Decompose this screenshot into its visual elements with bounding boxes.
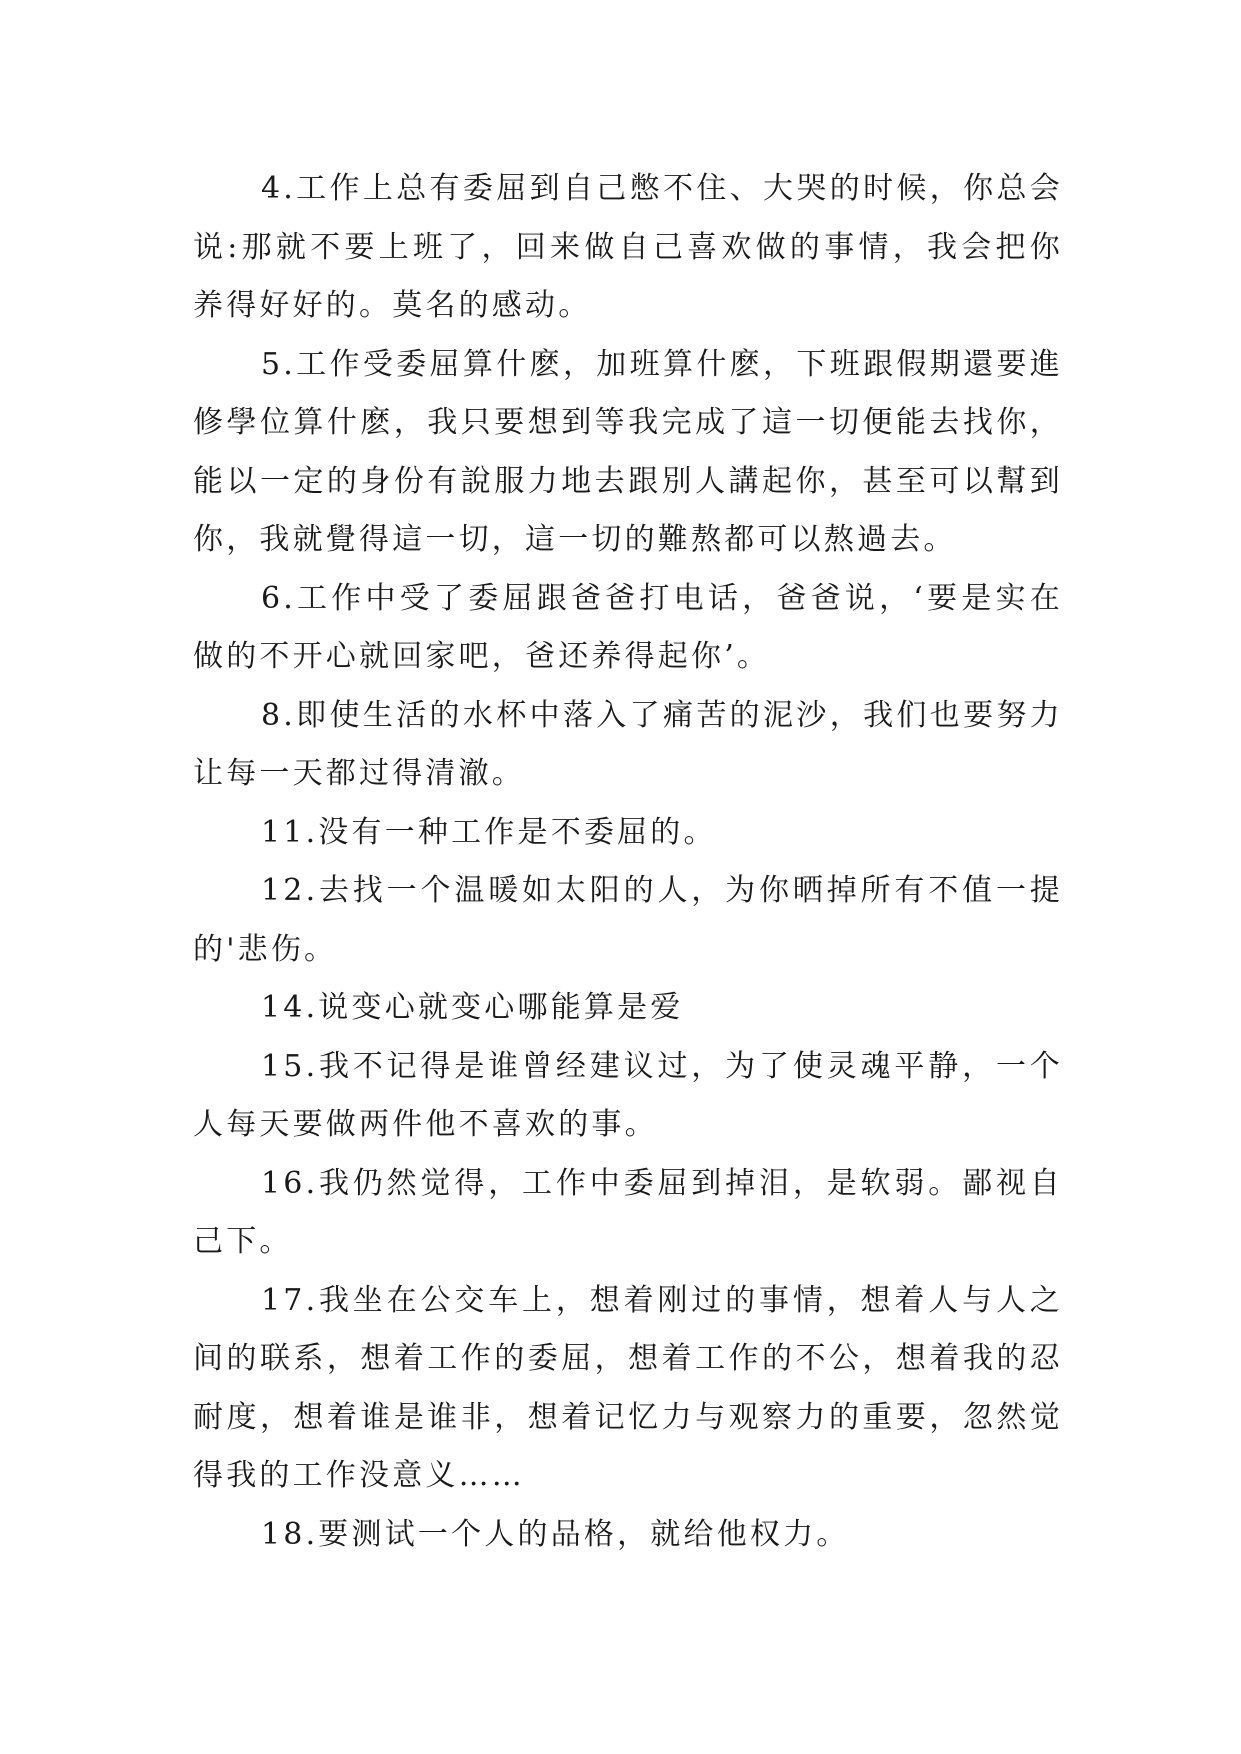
paragraph-14: 14.说变心就变心哪能算是爱: [261, 990, 684, 1025]
paragraph-5: 5.工作受委屈算什麽，加班算什麽，下班跟假期還要進修學位算什麽，我只要想到等我完成了這一切便能去找你，能以一定的身份有說服力地去跟別人講起你，甚至可以幫到你，我就覺得這一切，這一切的難熬都可以熬過去。: [193, 346, 1063, 557]
paragraph-16: 16.我仍然觉得，工作中委屈到掉泪，是软弱。鄙视自己下。: [193, 1165, 1063, 1259]
paragraph-12: 12.去找一个温暖如太阳的人，为你晒掉所有不值一提的'悲伤。: [193, 873, 1063, 967]
paragraph-6: 6.工作中受了委屈跟爸爸打电话，爸爸说，‘要是实在做的不开心就回家吧，爸还养得起你’。: [193, 580, 1063, 674]
paragraph-11: 11.没有一种工作是不委屈的。: [261, 814, 717, 850]
paragraph-15: 15.我不记得是谁曾经建议过，为了使灵魂平静，一个人每天要做两件他不喜欢的事。: [193, 1048, 1063, 1142]
document-body: [193, 160, 1063, 1564]
paragraph-4: 4.工作上总有委屈到自己憋不住、大哭的时候，你总会说:那就不要上班了，回来做自己喜欢做的事情，我会把你养得好好的。莫名的感动。: [193, 171, 1063, 323]
paragraph-18: 18.要测试一个人的品格，就给他权力。: [261, 1516, 850, 1552]
paragraph-8: 8.即使生活的水杯中落入了痛苦的泥沙，我们也要努力让每一天都过得清澈。: [193, 697, 1063, 791]
paragraph-17: 17.我坐在公交车上，想着刚过的事情，想着人与人之间的联系，想着工作的委屈，想着工作的不公，想着我的忍耐度，想着谁是谁非，想着记忆力与观察力的重要，忽然觉得我的工作没意义……: [193, 1282, 1063, 1493]
